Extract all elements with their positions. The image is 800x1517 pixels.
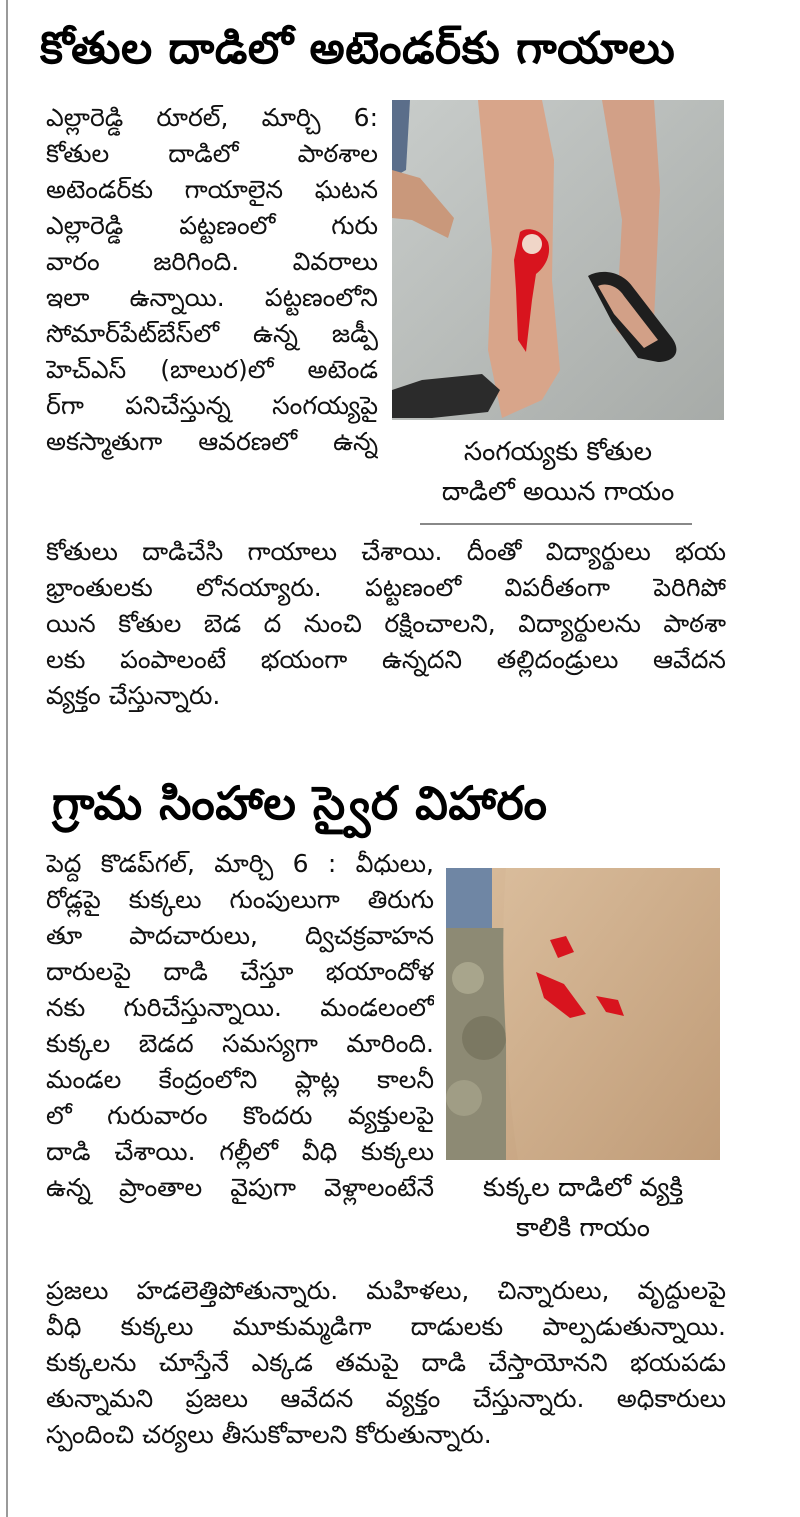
body-line: కుక్కల బెడద సమస్యగా మారింది. bbox=[46, 1029, 434, 1058]
body-line: రోడ్లపై కుక్కలు గుంపులుగా తిరుగు bbox=[46, 885, 434, 914]
body-line: నకు గురిచేస్తున్నాయి. మండలంలో bbox=[46, 993, 434, 1022]
body-line-last: స్పందించి చర్యలు తీసుకోవాలని కోరుతున్నారు. bbox=[46, 1420, 492, 1449]
injured-leg-photo bbox=[392, 100, 724, 420]
caption-line: దాడిలో అయిన గాయం bbox=[441, 477, 675, 507]
article-1-photo-caption bbox=[392, 432, 724, 512]
body-line: దారులపై దాడి చేస్తూ భయాందోళ bbox=[46, 957, 434, 986]
article-1-body-wide bbox=[46, 534, 726, 714]
body-line: ఉన్న ప్రాంతాల వైపుగా వెళ్లాలంటేనే bbox=[46, 1173, 434, 1202]
body-line: అకస్మాతుగా ఆవరణలో ఉన్న bbox=[46, 427, 378, 456]
body-line: పెద్ద కొడప్‌గల్, మార్చి 6 : వీధులు, bbox=[46, 849, 434, 878]
caption-divider bbox=[420, 523, 692, 525]
body-line: వారం జరిగింది. వివరాలు bbox=[46, 247, 378, 276]
body-line: హెచ్‌ఎస్ (బాలుర)లో అటెండ bbox=[46, 355, 378, 384]
body-line: భ్రాంతులకు లోనయ్యారు. పట్టణంలో విపరీతంగా పెరిగిపో bbox=[46, 573, 726, 602]
body-line: తూ పాదచారులు, ద్విచక్రవాహన bbox=[46, 921, 434, 950]
body-line: ఇలా ఉన్నాయి. పట్టణంలోని bbox=[46, 283, 378, 312]
injured-leg-illustration bbox=[392, 100, 724, 420]
body-line: మండల కేంద్రంలోని ప్లాట్ల కాలనీ bbox=[46, 1065, 434, 1094]
body-line: వీధి కుక్కలు మూకుమ్మడిగా దాడులకు పాల్పడుతున్నాయి. bbox=[46, 1312, 726, 1341]
dog-bite-illustration bbox=[446, 868, 720, 1160]
body-line: లో గురువారం కొందరు వ్యక్తులపై bbox=[46, 1101, 434, 1130]
page-column-rule bbox=[6, 0, 8, 1517]
body-line: ప్రజలు హడలెత్తిపోతున్నారు. మహిళలు, చిన్నారులు, వృద్ధులపై bbox=[46, 1276, 726, 1305]
body-line: కోతులు దాడిచేసి గాయాలు చేశాయి. దీంతో విద్యార్థులు భయ bbox=[46, 537, 726, 566]
article-2-photo-caption bbox=[446, 1168, 720, 1248]
body-line: యిన కోతుల బెడ ద నుంచి రక్షించాలని, విద్యార్థులను పాఠశా bbox=[46, 609, 726, 638]
body-line-last: వ్యక్తం చేస్తున్నారు. bbox=[46, 681, 221, 710]
article-1-headline: కోతుల దాడిలో అటెండర్‌కు గాయాలు bbox=[40, 23, 676, 74]
article-1-body-narrow bbox=[46, 100, 378, 460]
body-line: దాడి చేశాయి. గల్లీలో వీధి కుక్కలు bbox=[46, 1137, 434, 1166]
body-line: లకు పంపాలంటే భయంగా ఉన్నదని తల్లిదండ్రులు ఆవేదన bbox=[46, 645, 726, 674]
body-line: కోతుల దాడిలో పాఠశాల bbox=[46, 139, 378, 168]
caption-line: కుక్కల దాడిలో వ్యక్తి bbox=[483, 1173, 683, 1203]
body-line: ర్‌గా పనిచేస్తున్న సంగయ్యపై bbox=[46, 391, 378, 420]
dog-bite-photo bbox=[446, 868, 720, 1160]
body-line: అటెండర్‌కు గాయాలైన ఘటన bbox=[46, 175, 378, 204]
caption-line: సంగయ్యకు కోతుల bbox=[463, 437, 653, 467]
article-2-headline: గ్రామ సింహాల స్వైర విహారం bbox=[52, 776, 548, 830]
body-line: ఎల్లారెడ్డి రూరల్, మార్చి 6: bbox=[46, 103, 378, 132]
body-line: సోమార్‌పేట్‌బేస్‌లో ఉన్న జడ్పీ bbox=[46, 319, 378, 348]
article-2-body-narrow bbox=[46, 846, 434, 1206]
body-line: తున్నామని ప్రజలు ఆవేదన వ్యక్తం చేస్తున్నారు. అధికారులు bbox=[46, 1384, 726, 1413]
body-line: ఎల్లారెడ్డి పట్టణంలో గురు bbox=[46, 211, 378, 240]
body-line: కుక్కలను చూస్తేనే ఎక్కడ తమపై దాడి చేస్తాయోనని భయపడు bbox=[46, 1348, 726, 1377]
caption-line: కాలికి గాయం bbox=[515, 1213, 650, 1243]
article-2-body-wide bbox=[46, 1273, 726, 1453]
